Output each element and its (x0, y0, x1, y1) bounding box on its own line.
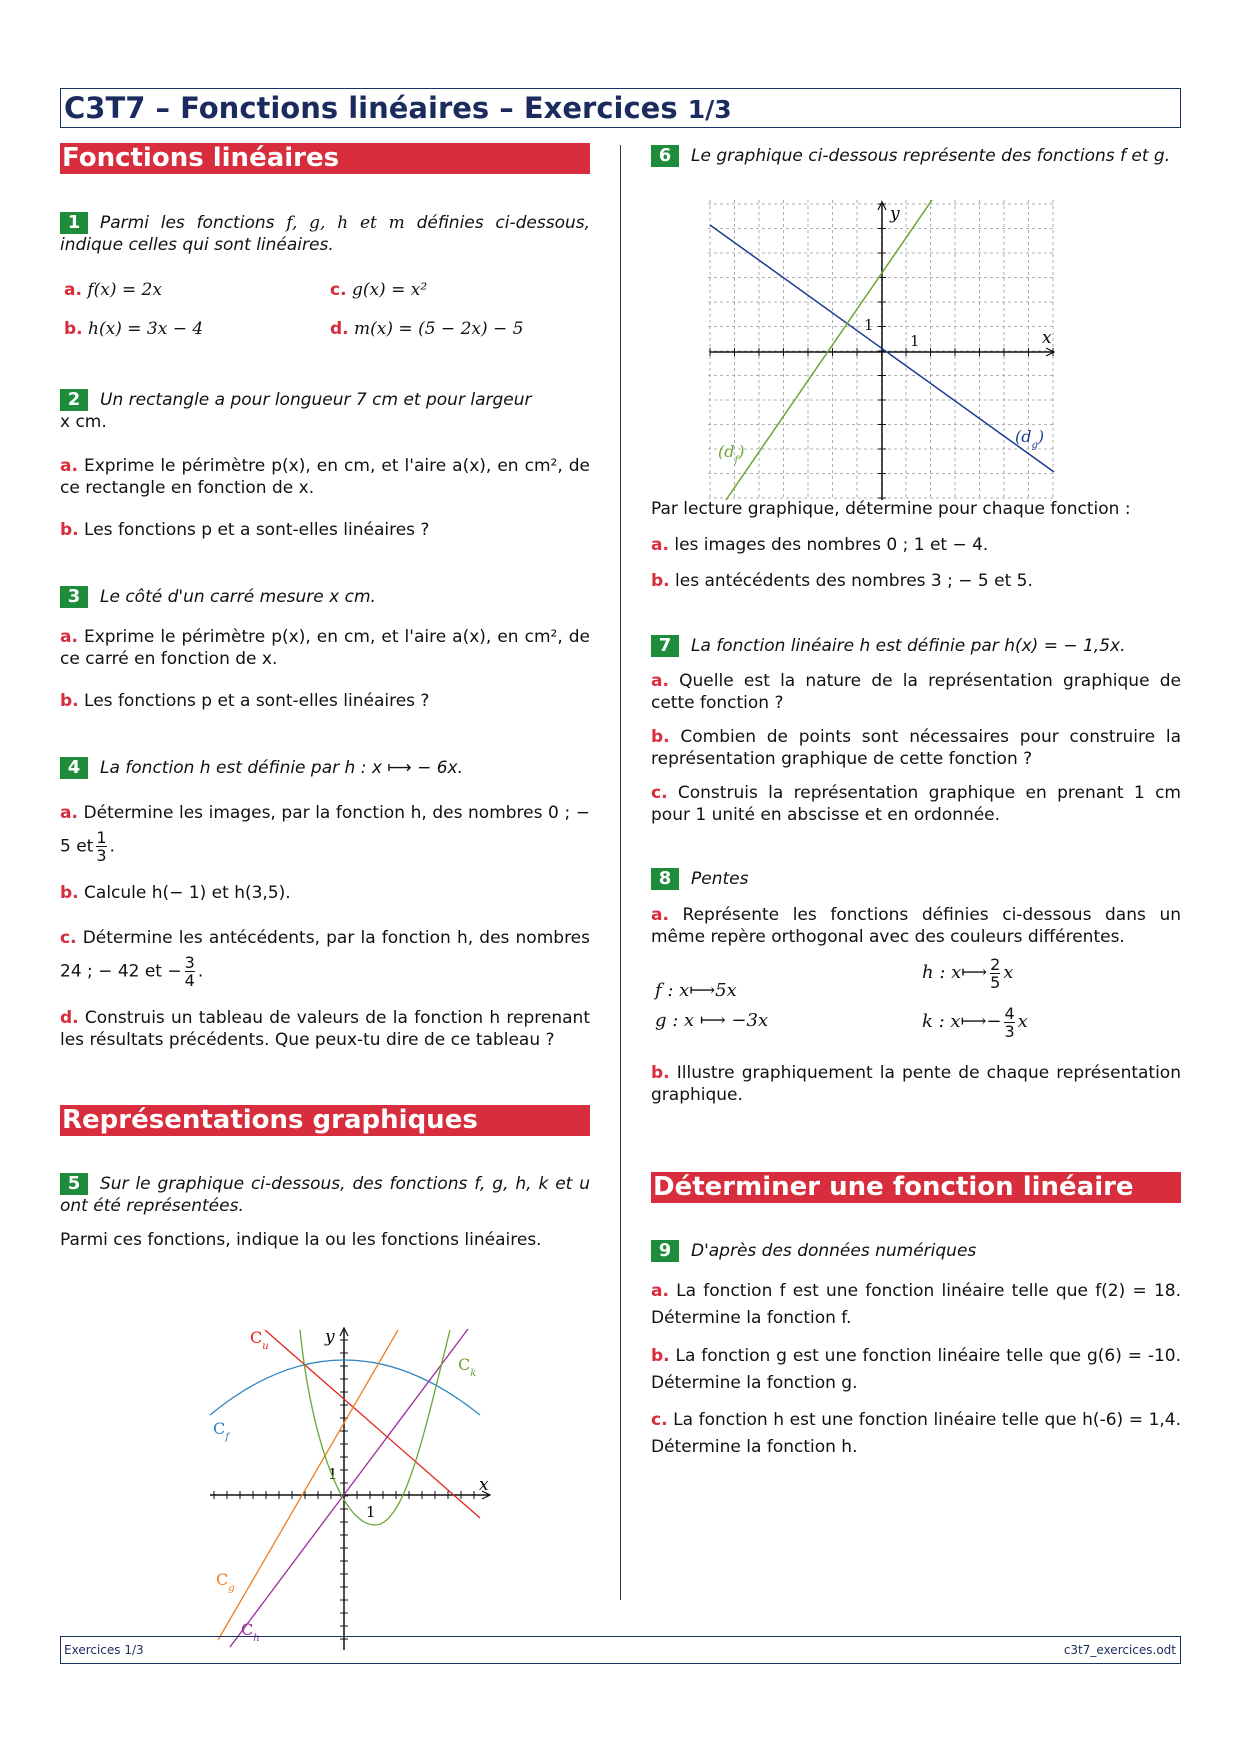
column-separator (620, 145, 621, 1600)
label-dg: $(d_g)$ (1015, 427, 1045, 451)
exercise-8-h: h : x⟼ $\frac{2}{5}$ x (922, 954, 1014, 992)
curve-cu (265, 1330, 480, 1518)
exercise-8-item-b: b. Illustre graphiquement la pente de chaque représentation graphique. (651, 1063, 1181, 1105)
exercise-1-item-b: b. h(x) = 3x − 4 (64, 319, 204, 339)
x-axis-label: x (479, 1475, 489, 1495)
unit-y: 1 (864, 316, 874, 334)
section-title-determiner: Déterminer une fonction linéaire (651, 1172, 1181, 1203)
exercise-8-item-a: a. Représente les fonctions définies ci-dessous dans un même repère orthogonal avec des couleurs différentes. (651, 905, 1181, 947)
exercise-8-k: k : x⟼− $\frac{4}{3}$ x (922, 1003, 1028, 1041)
exercise-4-item-b: b. Calcule h(− 1) et h(3,5). (60, 883, 291, 903)
exercise-7-item-b: b. Combien de points sont nécessaires pour construire la représentation graphique de cette fonction ? (651, 727, 1182, 769)
exercise-3-item-b: b. Les fonctions p et a sont-elles linéaires ? (60, 691, 430, 711)
exercise-7-intro: 7 La fonction linéaire h est définie par h(x) = − 1,5x. (651, 635, 1181, 657)
exercise-4-item-a: a. Détermine les images, par la fonction h, des nombres 0 ; − 5 et $\frac{1}{3}$ . (60, 803, 591, 865)
exercise-9-intro: 9 D'après des données numériques (651, 1240, 1181, 1262)
curve-cg (218, 1330, 398, 1640)
exercise-9-item-b: b. La fonction g est une fonction linéaire telle que g(6) = -10. Détermine la fonction g. (651, 1346, 1181, 1393)
exercise-6-item-b: b. les antécédents des nombres 3 ; − 5 et 5. (651, 571, 1033, 591)
label-cu: $C_u$ (250, 1328, 269, 1352)
y-axis-label: y (890, 204, 900, 224)
line-df (726, 200, 932, 500)
exercise-3-item-a: a. Exprime le périmètre p(x), en cm, et l'aire a(x), en cm², de ce carré en fonction de x. (60, 627, 590, 669)
label-cf: $C_f$ (213, 1419, 229, 1443)
y-axis-label: y (325, 1327, 335, 1347)
exercise-4-intro: 4 La fonction h est définie par h : x ⟼ − 6x. (60, 757, 590, 779)
exercise-9-item-a: a. La fonction f est une fonction linéaire telle que f(2) = 18. Détermine la fonction f. (651, 1281, 1181, 1328)
section-title-fonctions-lineaires: Fonctions linéaires (60, 143, 590, 174)
unit-x: 1 (910, 332, 920, 350)
exercise-1-item-a: a. f(x) = 2x (64, 280, 162, 300)
exercise-7-item-c: c. Construis la représentation graphique en prenant 1 cm pour 1 unité en abscisse et en ordonnée. (651, 783, 1181, 825)
x-axis-label: x (1042, 328, 1052, 348)
exercise-6-intro: 6 Le graphique ci-dessous représente des fonctions f et g. (651, 145, 1181, 167)
exercise-1-item-c: c. g(x) = x² (330, 280, 428, 300)
label-cg: $C_g$ (216, 1570, 235, 1594)
exercise-1-intro: 1 Parmi les fonctions f, g, h et m définies ci-dessous, indique celles qui sont linéaires. (60, 212, 591, 255)
exercise-8-f: f : x⟼5x (655, 980, 737, 1001)
exercise-5-graph (200, 1320, 500, 1655)
exercise-2-item-a: a. Exprime le périmètre p(x), en cm, et l'aire a(x), en cm², de ce rectangle en fonction de x. (60, 456, 590, 498)
exercise-4-item-c: c. Détermine les antécédents, par la fonction h, des nombres 24 ; − 42 et − $\frac{3}{4}$ . (60, 928, 590, 990)
exercise-7-item-a: a. Quelle est la nature de la représentation graphique de cette fonction ? (651, 671, 1181, 713)
footer-left: Exercices 1/3 (64, 1643, 144, 1657)
label-df: $(d_f)$ (718, 442, 745, 466)
footer-right: c3t7_exercices.odt (1063, 1643, 1176, 1657)
exercise-8-g: g : x ⟼ −3x (655, 1010, 769, 1031)
exercise-6-item-a: a. les images des nombres 0 ; 1 et − 4. (651, 535, 989, 555)
exercise-3-intro: 3 Le côté d'un carré mesure x cm. (60, 586, 590, 608)
page-title: C3T7 – Fonctions linéaires – Exercices 1/3 (64, 91, 732, 125)
exercise-6-graph (708, 200, 1058, 502)
unit-y: 1 (328, 1465, 338, 1483)
exercise-8-intro: 8 Pentes (651, 868, 1181, 890)
curve-ch (230, 1329, 468, 1647)
page-title-box (60, 88, 1181, 128)
label-ch: $C_h$ (241, 1620, 260, 1644)
section-title-representations: Représentations graphiques (60, 1105, 590, 1136)
exercise-5-intro: 5 Sur le graphique ci-dessous, des fonctions f, g, h, k et u ont été représentées. (60, 1173, 590, 1216)
exercise-4-item-d: d. Construis un tableau de valeurs de la fonction h reprenant les résultats précédents. Que peux-tu dire de ce tableau ? (60, 1008, 590, 1050)
curve-cf (210, 1360, 480, 1415)
exercise-2-item-b: b. Les fonctions p et a sont-elles linéaires ? (60, 520, 430, 540)
unit-x: 1 (366, 1503, 376, 1521)
exercise-6-text: Par lecture graphique, détermine pour chaque fonction : (651, 499, 1131, 519)
exercise-9-item-c: c. La fonction h est une fonction linéaire telle que h(-6) = 1,4. Détermine la fonction h. (651, 1410, 1182, 1457)
exercise-5-text: Parmi ces fonctions, indique la ou les fonctions linéaires. (60, 1230, 542, 1250)
exercise-1-item-d: d. m(x) = (5 − 2x) − 5 (330, 319, 524, 339)
exercise-2-intro: 2 Un rectangle a pour longueur 7 cm et pour largeur x cm. (60, 389, 532, 432)
label-ck: $C_k$ (458, 1355, 477, 1379)
page-footer (60, 1636, 1181, 1664)
